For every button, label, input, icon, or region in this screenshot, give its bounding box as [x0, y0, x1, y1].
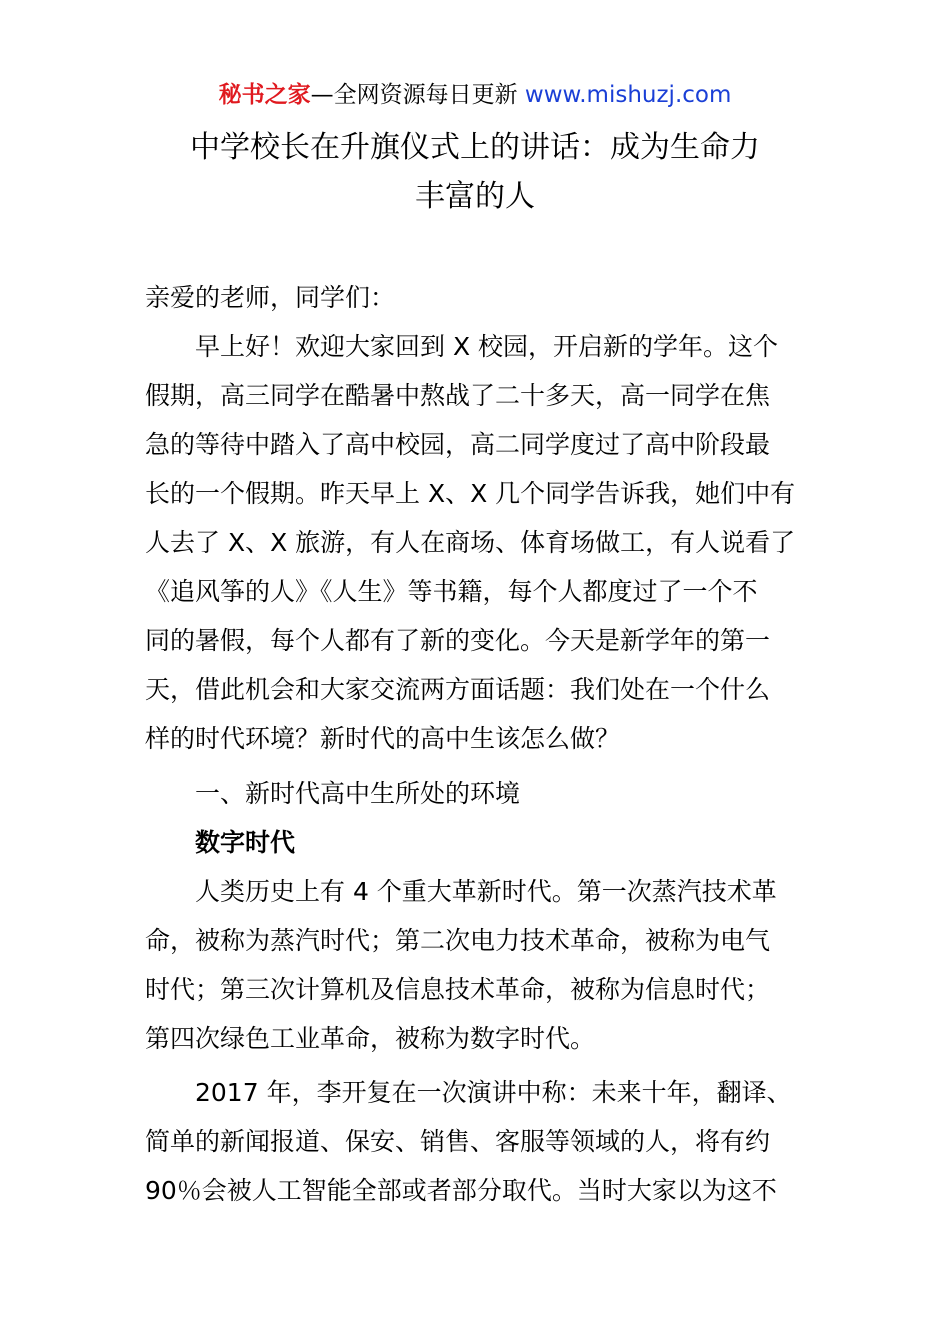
paragraph-line: 时代；第三次计算机及信息技术革命，被称为信息时代； [145, 975, 771, 1004]
document-title-line-2: 丰富的人 [415, 179, 535, 214]
paragraph-line: 同的暑假，每个人都有了新的变化。今天是新学年的第一 [145, 626, 771, 655]
paragraph-line: 长的一个假期。昨天早上 X、X 几个同学告诉我，她们中有 [145, 479, 796, 508]
paragraph-line: 90％会被人工智能全部或者部分取代。当时大家以为这不 [145, 1176, 777, 1205]
paragraph-line: 早上好！欢迎大家回到 X 校园，开启新的学年。这个 [195, 332, 779, 361]
site-header [0, 78, 950, 112]
paragraph-line: 天，借此机会和大家交流两方面话题：我们处在一个什么 [145, 675, 771, 704]
paragraph-line: 第四次绿色工业革命，被称为数字时代。 [145, 1024, 596, 1053]
salutation: 亲爱的老师，同学们： [145, 283, 396, 312]
document-title-line-1: 中学校长在升旗仪式上的讲话：成为生命力 [190, 130, 760, 165]
paragraph-line: 样的时代环境？新时代的高中生该怎么做？ [145, 724, 621, 753]
paragraph-line: 2017 年，李开复在一次演讲中称：未来十年，翻译、 [195, 1078, 792, 1107]
paragraph-line: 简单的新闻报道、保安、销售、客服等领域的人，将有约 [145, 1127, 771, 1156]
paragraph-line: 急的等待中踏入了高中校园，高二同学度过了高中阶段最 [145, 430, 771, 459]
site-url-link[interactable]: www.mishuzj.com [524, 82, 732, 108]
brand-name: 秘书之家 [218, 82, 311, 108]
paragraph-line: 人类历史上有 4 个重大革新时代。第一次蒸汽技术革 [195, 877, 777, 906]
paragraph-line: 假期，高三同学在酷暑中熬战了二十多天，高一同学在焦 [145, 381, 771, 410]
header-tagline: —全网资源每日更新 [310, 82, 525, 108]
subsection-heading: 数字时代 [195, 828, 296, 857]
paragraph-line: 《追风筝的人》《人生》等书籍，每个人都度过了一个不 [145, 577, 758, 606]
section-heading: 一、新时代高中生所处的环境 [195, 779, 521, 808]
paragraph-line: 人去了 X、X 旅游，有人在商场、体育场做工，有人说看了 [145, 528, 796, 557]
paragraph-line: 命，被称为蒸汽时代；第二次电力技术革命，被称为电气 [145, 926, 771, 955]
